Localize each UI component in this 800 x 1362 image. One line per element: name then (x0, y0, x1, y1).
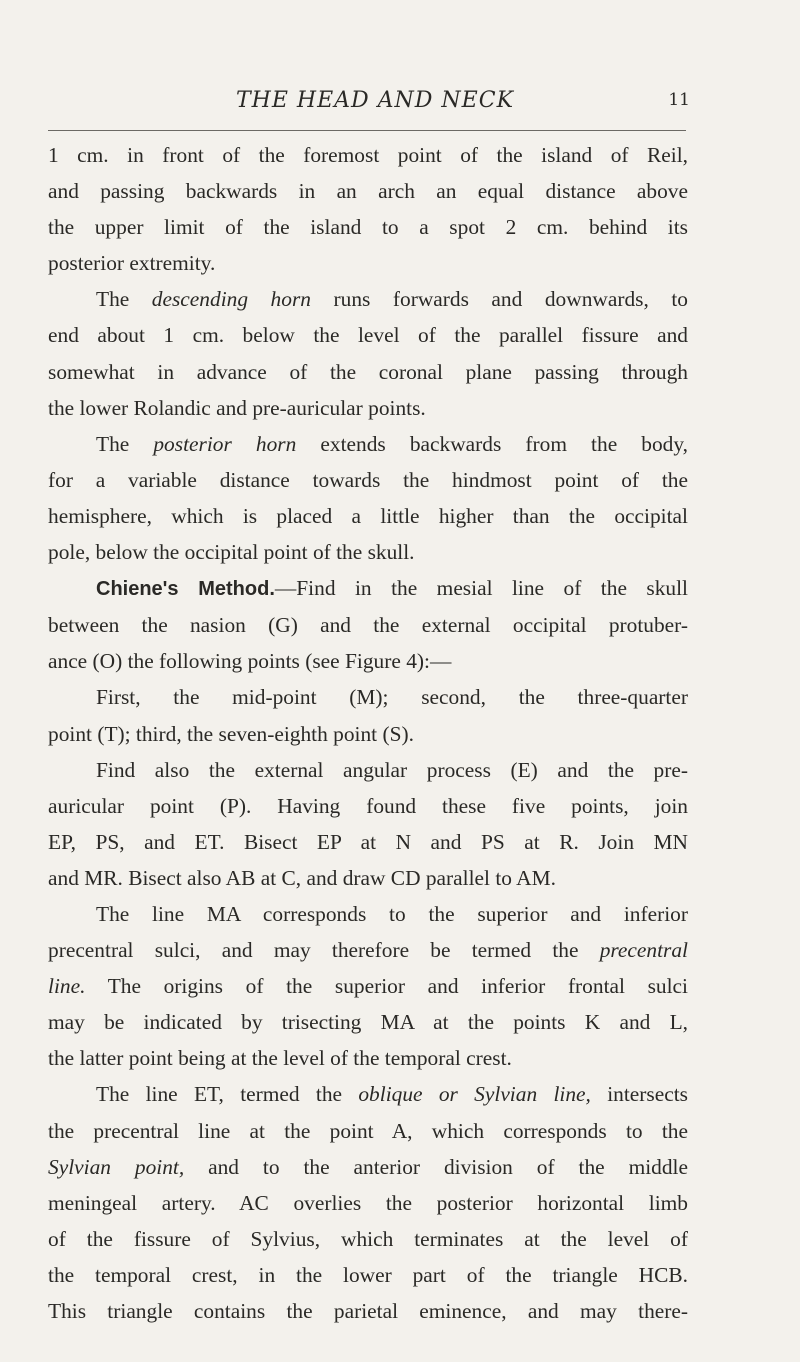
text-line: for a variable distance towards the hindmost point of the (48, 467, 688, 492)
text-line: of the fissure of Sylvius, which terminates at the level of (48, 1226, 688, 1251)
text-line: somewhat in advance of the coronal plane passing through (48, 359, 688, 384)
text-line (48, 1149, 688, 1185)
text-run: The (96, 431, 154, 456)
italic-term: oblique or Sylvian line, (358, 1082, 591, 1107)
header-rule (48, 130, 686, 131)
text-line (48, 1076, 688, 1112)
text-line: the temporal crest, in the lower part of the triangle HCB. (48, 1262, 688, 1287)
text-run: intersects (590, 1082, 688, 1107)
text-run: —Find in the mesial line of the skull (274, 576, 689, 601)
text-line: This triangle contains the parietal eminence, and may there- (48, 1299, 688, 1323)
italic-term: precentral (599, 938, 688, 963)
text-run: runs forwards and downwards, to (310, 287, 688, 312)
paragraph-chiene-method (48, 570, 688, 679)
paragraph-construction (48, 752, 688, 896)
text-run: precentral sulci, and may therefore be termed the (48, 938, 600, 963)
paragraph-island (48, 137, 688, 281)
text-line (48, 281, 688, 317)
text-run: The (96, 287, 152, 312)
text-line (48, 570, 688, 607)
italic-term: Sylvian point, (48, 1154, 185, 1179)
text-run: The line ET, termed the (96, 1082, 359, 1107)
text-line: posterior extremity. (48, 251, 216, 276)
text-line: the lower Rolandic and pre-auricular points. (48, 395, 426, 420)
page-header (120, 88, 695, 120)
text-line: pole, below the occipital point of the skull. (48, 540, 415, 565)
text-line: the upper limit of the island to a spot 2 cm. behind its (48, 215, 688, 240)
text-line: between the nasion (G) and the external occipital protuber- (48, 613, 688, 638)
body-text (48, 137, 688, 1329)
paragraph-posterior-horn (48, 426, 688, 570)
text-line: end about 1 cm. below the level of the parallel fissure and (48, 323, 688, 348)
text-line: ance (O) the following points (see Figure 4):— (48, 649, 452, 674)
running-title: THE HEAD AND NECK (235, 88, 515, 113)
text-line: auricular point (P). Having found these five points, join (48, 793, 688, 818)
italic-term: line. (48, 974, 86, 999)
text-line (48, 426, 688, 462)
text-line: Find also the external angular process (E) and the pre- (96, 757, 688, 782)
paragraph-precentral-line (48, 896, 688, 1076)
text-line (48, 932, 688, 968)
text-line: meningeal artery. AC overlies the posterior horizontal limb (48, 1190, 688, 1215)
text-line: The line MA corresponds to the superior and inferior (96, 901, 688, 926)
page-number: 11 (668, 90, 690, 110)
text-line: point (T); third, the seven-eighth point (S). (48, 721, 414, 746)
paragraph-points (48, 679, 688, 751)
paragraph-sylvian-line (48, 1076, 688, 1329)
text-line: the precentral line at the point A, which corresponds to the (48, 1118, 688, 1143)
text-line: 1 cm. in front of the foremost point of the island of Reil, (48, 143, 688, 167)
text-run: The origins of the superior and inferior frontal sulci (85, 974, 688, 999)
text-line: the latter point being at the level of the temporal crest. (48, 1046, 512, 1071)
text-line: may be indicated by trisecting MA at the points K and L, (48, 1010, 688, 1035)
paragraph-descending-horn (48, 281, 688, 425)
text-run: and to the anterior division of the middle (184, 1154, 688, 1179)
italic-term: posterior horn (153, 431, 297, 456)
section-heading: Chiene's Method. (96, 578, 275, 601)
text-run: extends backwards from the body, (296, 431, 689, 456)
text-line: and passing backwards in an arch an equal distance above (48, 179, 688, 204)
text-line (48, 968, 688, 1004)
text-line: and MR. Bisect also AB at C, and draw CD parallel to AM. (48, 865, 556, 890)
italic-term: descending horn (151, 287, 311, 312)
text-line: First, the mid-point (M); second, the three-quarter (96, 685, 688, 710)
text-line: EP, PS, and ET. Bisect EP at N and PS at R. Join MN (48, 829, 688, 854)
text-line: hemisphere, which is placed a little higher than the occipital (48, 503, 688, 528)
